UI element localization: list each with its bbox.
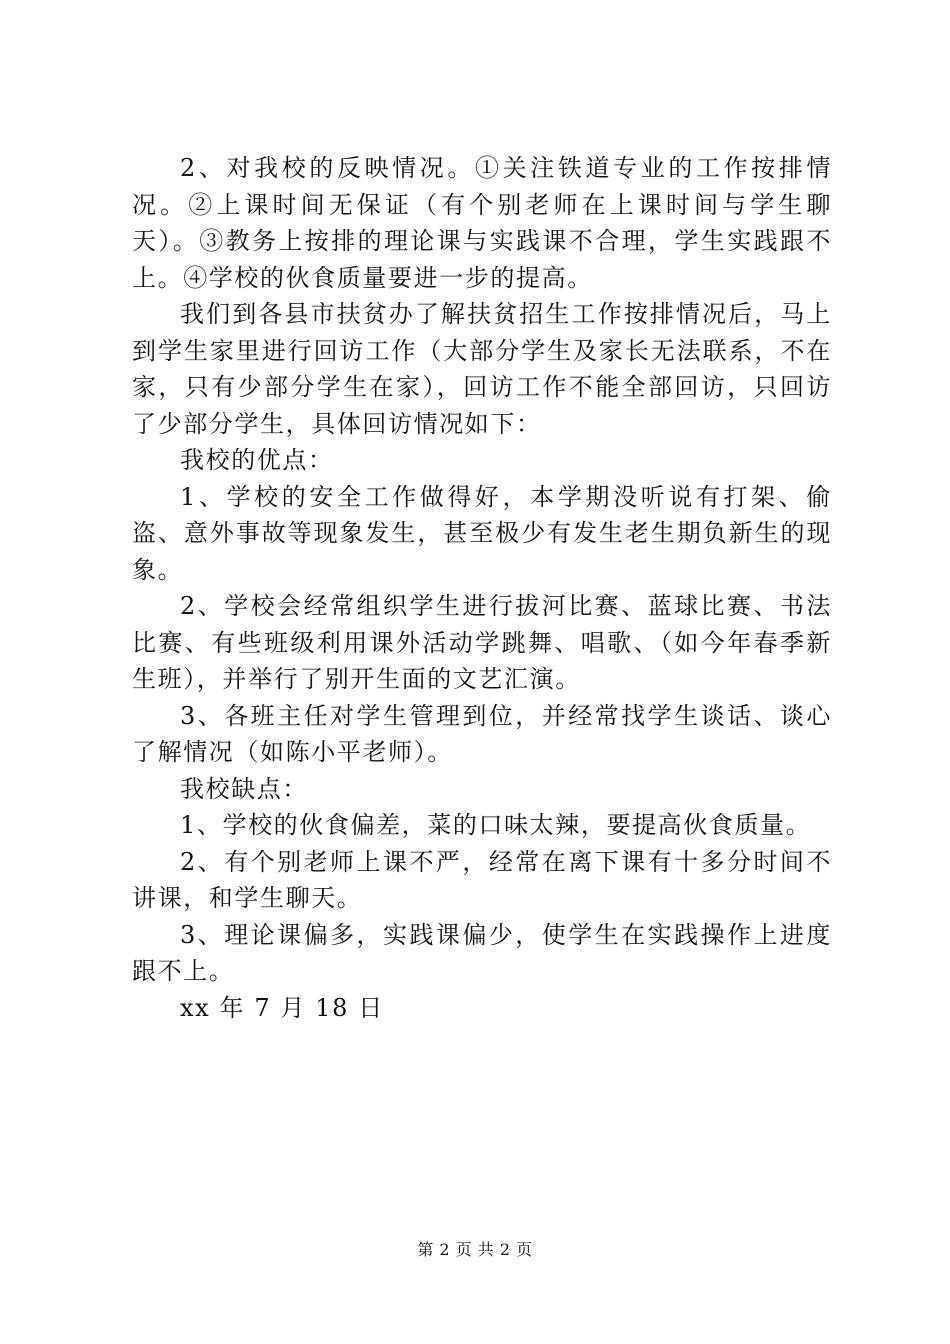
paragraph-weakness-3: 3、理论课偏多，实践课偏少，使学生在实践操作上进度跟不上。 xyxy=(132,920,832,985)
document-date: xx 年 7 月 18 日 xyxy=(180,993,384,1022)
paragraph-strength-3: 3、各班主任对学生管理到位，并经常找学生谈话、谈心了解情况（如陈小平老师）。 xyxy=(132,701,832,766)
document-body xyxy=(132,150,832,1026)
paragraph-weakness-1: 1、学校的伙食偏差，菜的口味太辣，要提高伙食质量。 xyxy=(180,811,812,839)
heading-weaknesses: 我校缺点： xyxy=(180,774,308,803)
heading-strengths: 我校的优点： xyxy=(180,446,334,474)
paragraph-strength-1: 1、学校的安全工作做得好，本学期没听说有打架、偷盗、意外事故等现象发生，甚至极少有发生老生期负新生的现象。 xyxy=(132,482,832,584)
paragraph-strength-2: 2、学校会经常组织学生进行拔河比赛、蓝球比赛、书法比赛、有些班级利用课外活动学跳舞、唱歌、（如今年春季新生班），并举行了别开生面的文艺汇演。 xyxy=(132,592,832,693)
paragraph-visit-intro: 我们到各县市扶贫办了解扶贫招生工作按排情况后，马上到学生家里进行回访工作（大部分学生及家长无法联系，不在家，只有少部分学生在家），回访工作不能全部回访，只回访了少部分学生，具体回访情况如下： xyxy=(132,300,832,438)
paragraph-weakness-2: 2、有个别老师上课不严，经常在离下课有十多分时间不讲课，和学生聊天。 xyxy=(132,847,832,912)
page-number-footer: 第 2 页 共 2 页 xyxy=(417,1240,533,1259)
paragraph-feedback: 2、对我校的反映情况。①关注铁道专业的工作按排情况。②上课时间无保证（有个别老师在上课时间与学生聊天）。③教务上按排的理论课与实践课不合理，学生实践跟不上。④学校的伙食质量要进一步的提高。 xyxy=(132,154,832,292)
